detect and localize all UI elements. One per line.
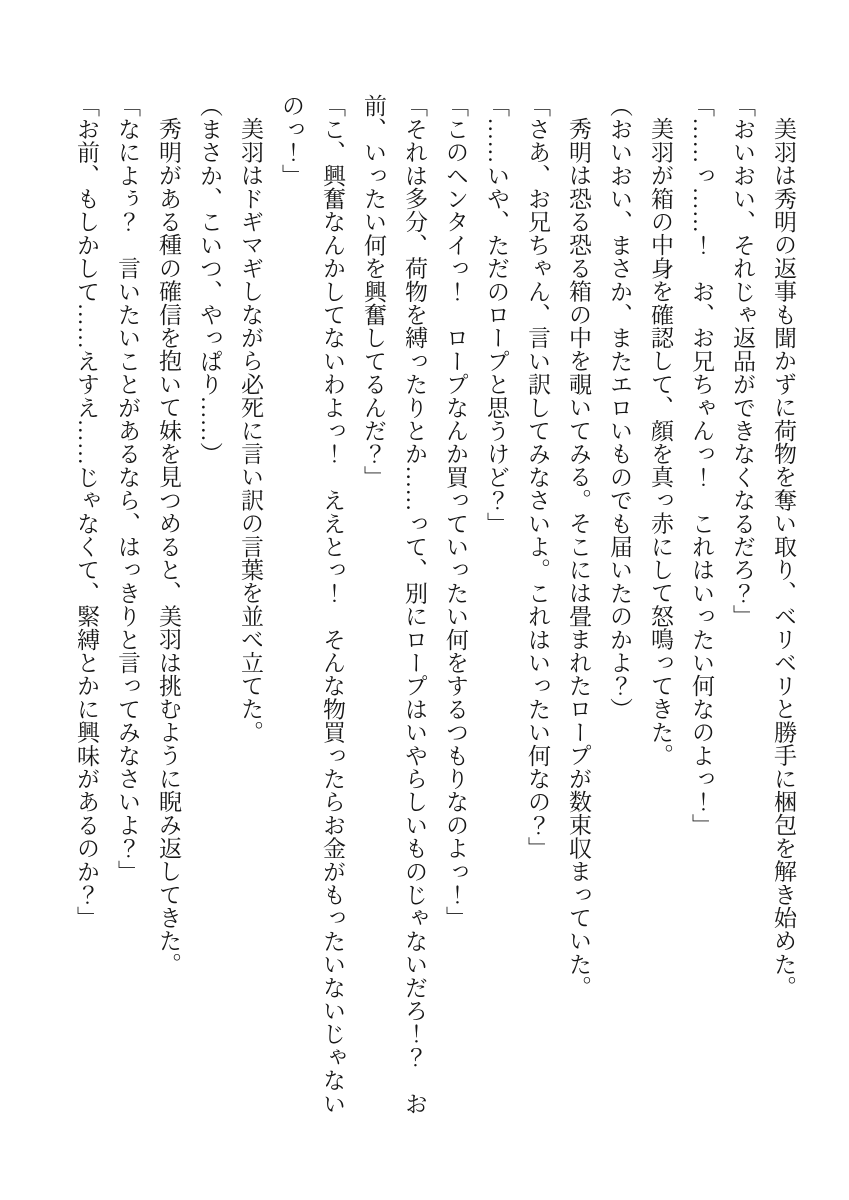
- text-line: （おいおい、まさか、またエロいものでも届いたのかよ？）: [607, 94, 632, 721]
- text-line: 美羽はドギマギしながら必死に言い訳の言葉を並べ立てた。: [238, 117, 263, 744]
- text-line: （まさか、こいつ、やっぱり……）: [197, 94, 222, 466]
- text-line: 「……っ……！ お、お兄ちゃんっ！ これはいったい何なのよっ！」: [689, 94, 714, 837]
- text-line: 「このヘンタイっ！ ロープなんか買っていったい何をするつもりなのよっ！」: [443, 94, 468, 930]
- text-line: 美羽は秀明の返事も聞かずに荷物を奪い取り、ベリベリと勝手に梱包を解き始めた。: [771, 117, 796, 999]
- text-line: 秀明は恐る恐る箱の中を覗いてみる。そこには畳まれたロープが数束収まっていた。: [566, 117, 591, 999]
- text-line: 秀明がある種の確信を抱いて妹を見つめると、美羽は挑むように睨み返してきた。: [156, 117, 181, 976]
- text-line: 「それは多分、荷物を縛ったりとか……って、別にロープはいやらしいものじゃないだろ！？ お: [402, 94, 427, 1115]
- text-line: のっ！」: [279, 94, 304, 187]
- text-line: 「こ、興奮なんかしてないわよっ！ ええとっ！ そんな物買ったらお金がもったいないじゃない: [320, 94, 345, 1115]
- text-line: 前、いったい何を興奮してるんだ？」: [361, 94, 386, 489]
- text-line: 「……いや、ただのロープと思うけど？」: [484, 94, 509, 535]
- text-line: 「おいおい、それじゃ返品ができなくなるだろ？」: [730, 94, 755, 628]
- text-line: 美羽が箱の中身を確認して、顔を真っ赤にして怒鳴ってきた。: [648, 117, 673, 767]
- text-line: 「お前、もしかして……えすえ……じゃなくて、緊縛とかに興味があるのか？」: [74, 94, 99, 930]
- text-line: 「さあ、お兄ちゃん、言い訳してみなさいよ。これはいったい何なの？」: [525, 94, 550, 860]
- vertical-text-block: [66, 94, 804, 1115]
- text-line: 「なによぅ？ 言いたいことがあるなら、はっきりと言ってみなさいよ？」: [115, 94, 140, 883]
